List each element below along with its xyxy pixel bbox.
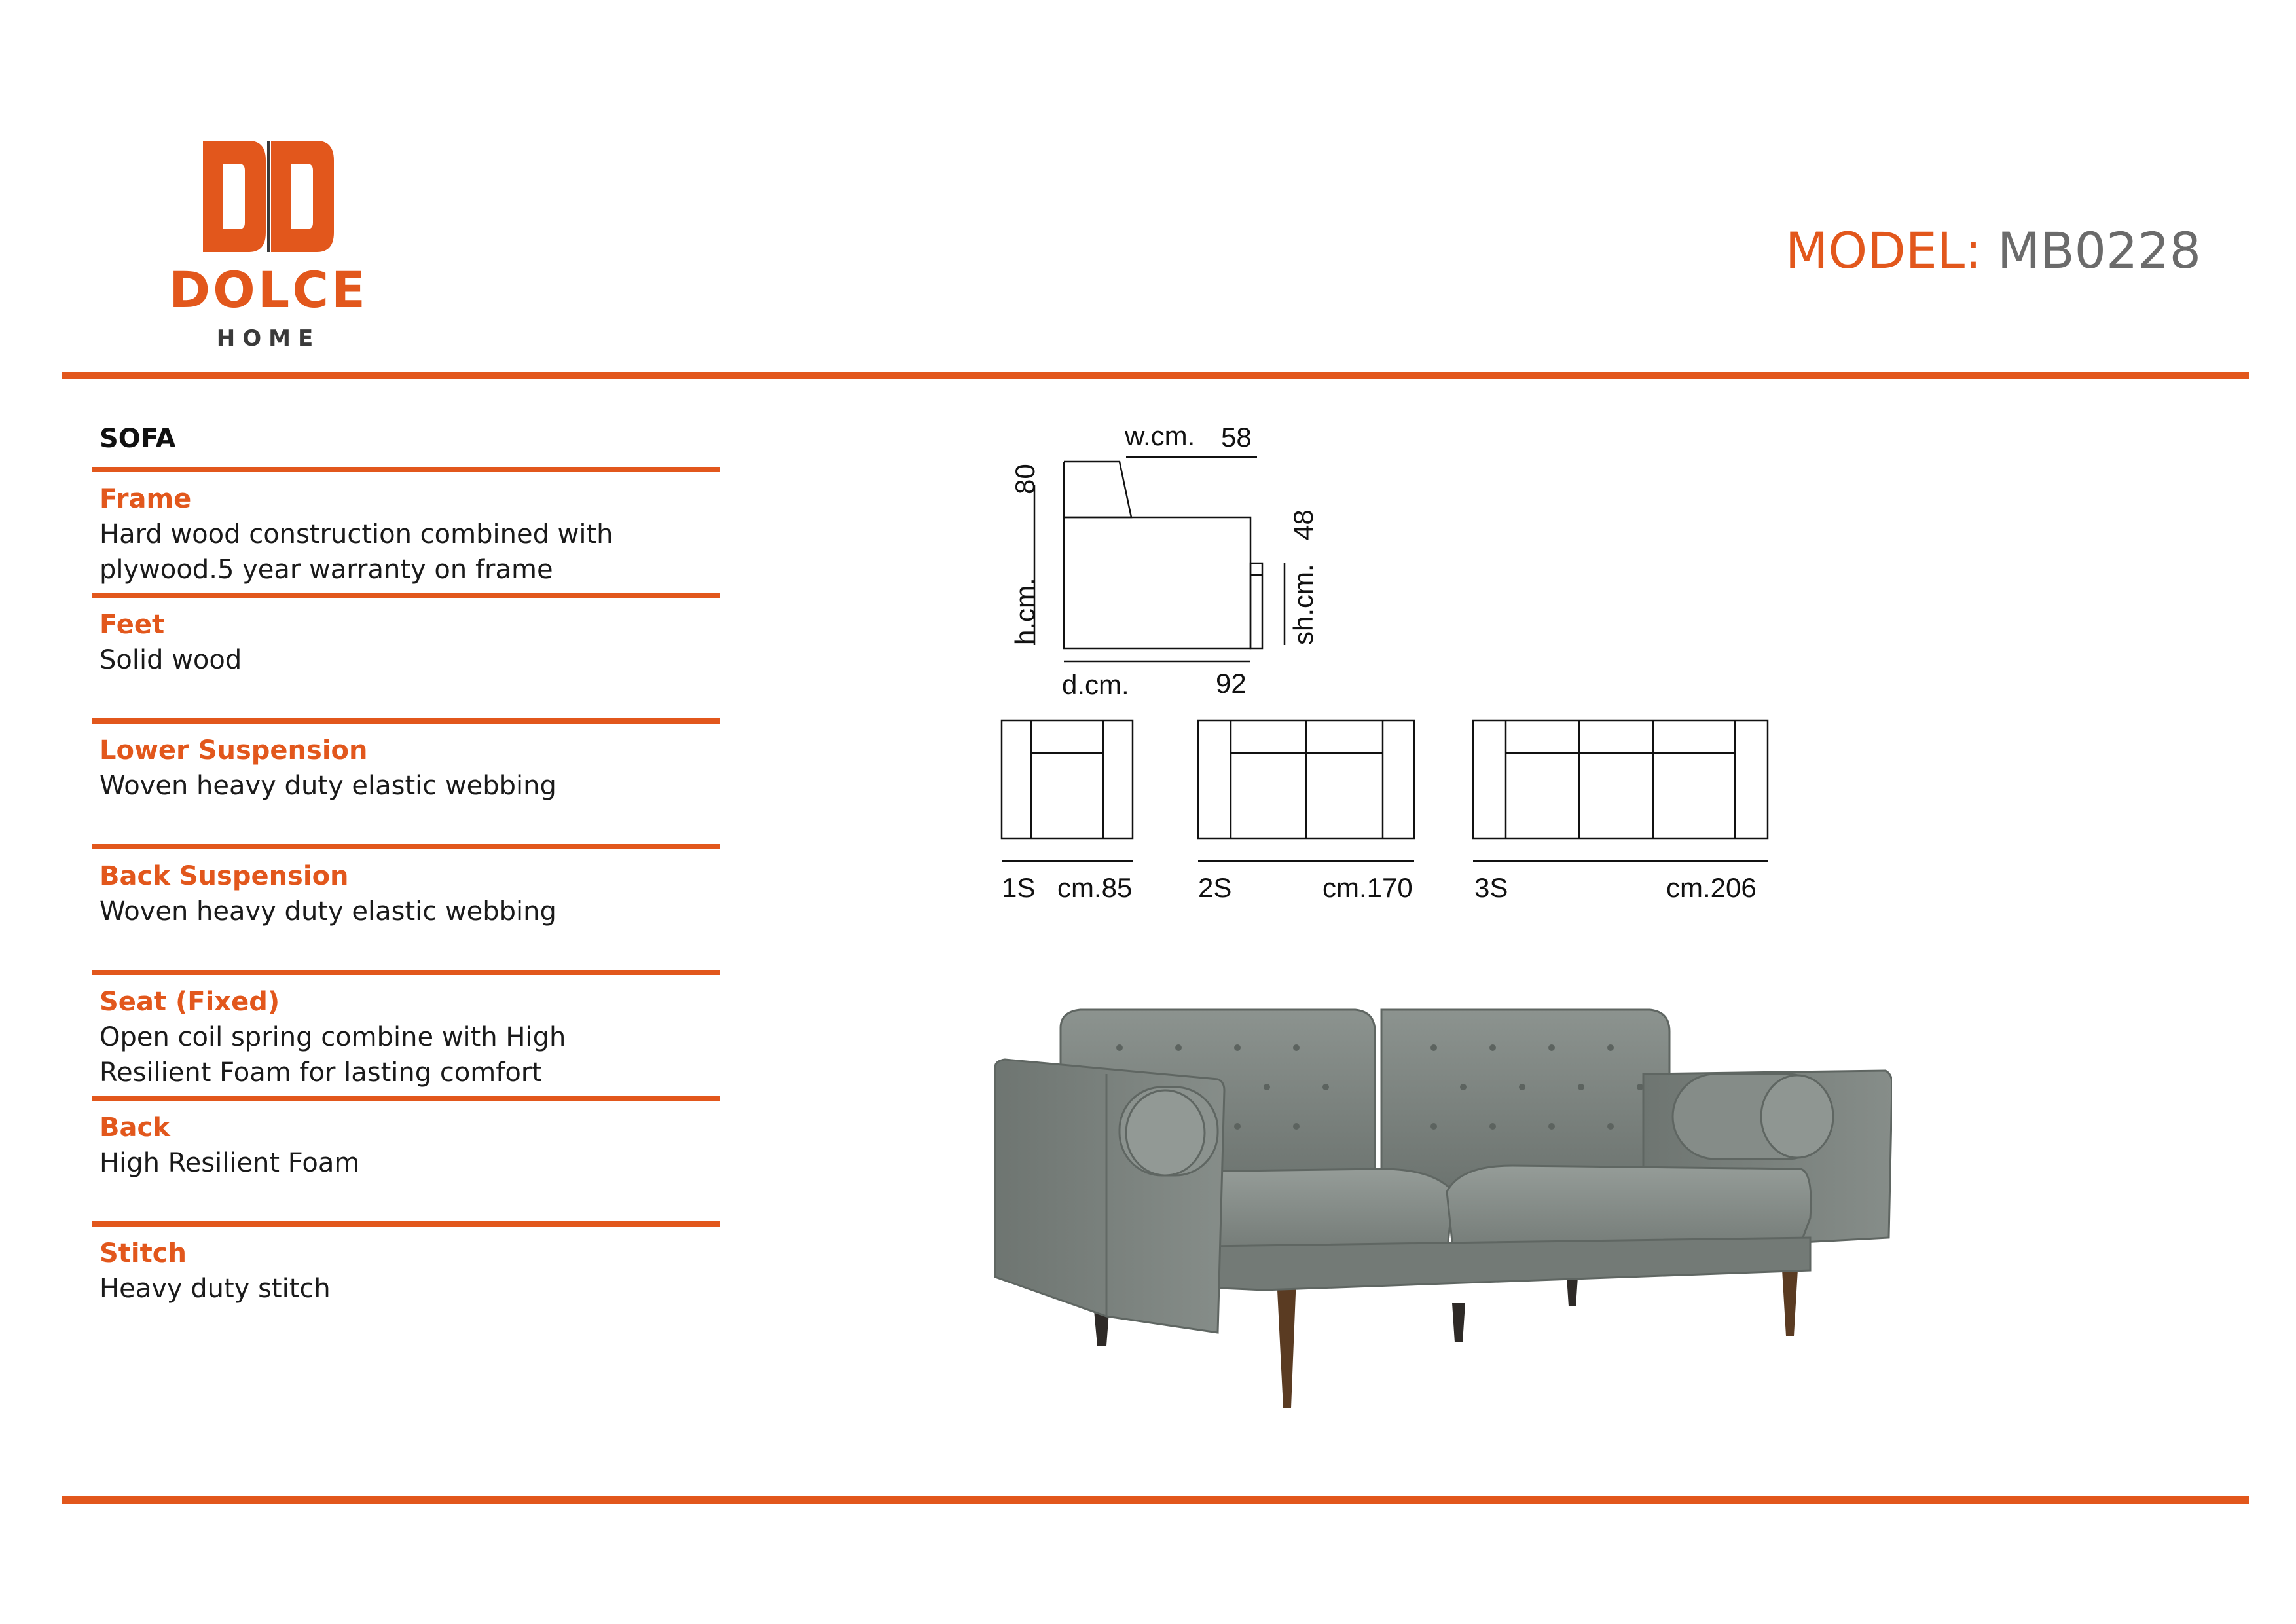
bottom-divider [62, 1496, 2249, 1504]
spec-label: Lower Suspension [100, 735, 368, 766]
spec-item-lower-suspension [100, 733, 715, 803]
depth-label: d.cm. [1062, 669, 1129, 700]
spec-divider [92, 718, 720, 724]
spec-divider [92, 593, 720, 598]
depth-value: 92 [1216, 668, 1247, 699]
spec-desc: Solid wood [100, 645, 242, 675]
seat-height-label: sh.cm. [1288, 564, 1319, 645]
spec-label: Back Suspension [100, 861, 349, 891]
size-code-1s: 1S [1002, 872, 1036, 903]
dimension-lines [982, 406, 1794, 923]
model-label: MODEL: [1785, 221, 1982, 280]
spec-divider [92, 1221, 720, 1227]
width-label: w.cm. [1125, 420, 1195, 451]
sofa-photo [989, 1002, 1892, 1428]
spec-label: Feet [100, 610, 165, 640]
spec-desc: High Resilient Foam [100, 1148, 360, 1178]
size-length-3s: cm.206 [1666, 872, 1757, 903]
spec-title: SOFA [100, 424, 176, 454]
width-value: 58 [1221, 422, 1252, 452]
top-divider [62, 372, 2249, 379]
spec-divider [92, 844, 720, 849]
spec-item-feet [100, 607, 715, 678]
model-value: MB0228 [1997, 221, 2201, 280]
size-code-3s: 3S [1474, 872, 1508, 903]
spec-divider [92, 970, 720, 975]
brand-subtitle: HOME [216, 325, 321, 352]
dimension-drawings [982, 406, 1794, 923]
height-label: h.cm. [1010, 578, 1040, 645]
dd-logo-mark-icon [203, 141, 334, 252]
spec-divider [92, 1096, 720, 1101]
spec-item-back-suspension [100, 858, 715, 929]
height-value: 80 [1010, 464, 1040, 494]
spec-desc: Open coil spring combine with High Resilient Foam for lasting comfort [100, 1022, 566, 1088]
size-code-2s: 2S [1198, 872, 1232, 903]
spec-desc: Woven heavy duty elastic webbing [100, 771, 556, 801]
size-length-1s: cm.85 [1057, 872, 1133, 903]
spec-item-back [100, 1110, 715, 1181]
spec-label: Back [100, 1113, 170, 1143]
spec-desc: Heavy duty stitch [100, 1274, 331, 1304]
brand-name: DOLCE [169, 261, 368, 319]
seat-height-value: 48 [1288, 509, 1319, 540]
spec-item-frame [100, 481, 715, 587]
spec-item-seat [100, 984, 715, 1090]
spec-label: Stitch [100, 1238, 187, 1268]
brand-logo [144, 141, 393, 357]
spec-label: Frame [100, 484, 192, 514]
size-length-2s: cm.170 [1322, 872, 1413, 903]
spec-desc: Hard wood construction combined with plywood.5 year warranty on frame [100, 519, 613, 585]
spec-label: Seat (Fixed) [100, 987, 280, 1017]
spec-item-stitch [100, 1236, 715, 1306]
spec-divider [92, 467, 720, 472]
sofa-illustration [989, 1002, 1892, 1428]
spec-desc: Woven heavy duty elastic webbing [100, 896, 556, 927]
model-title [1785, 221, 2201, 280]
